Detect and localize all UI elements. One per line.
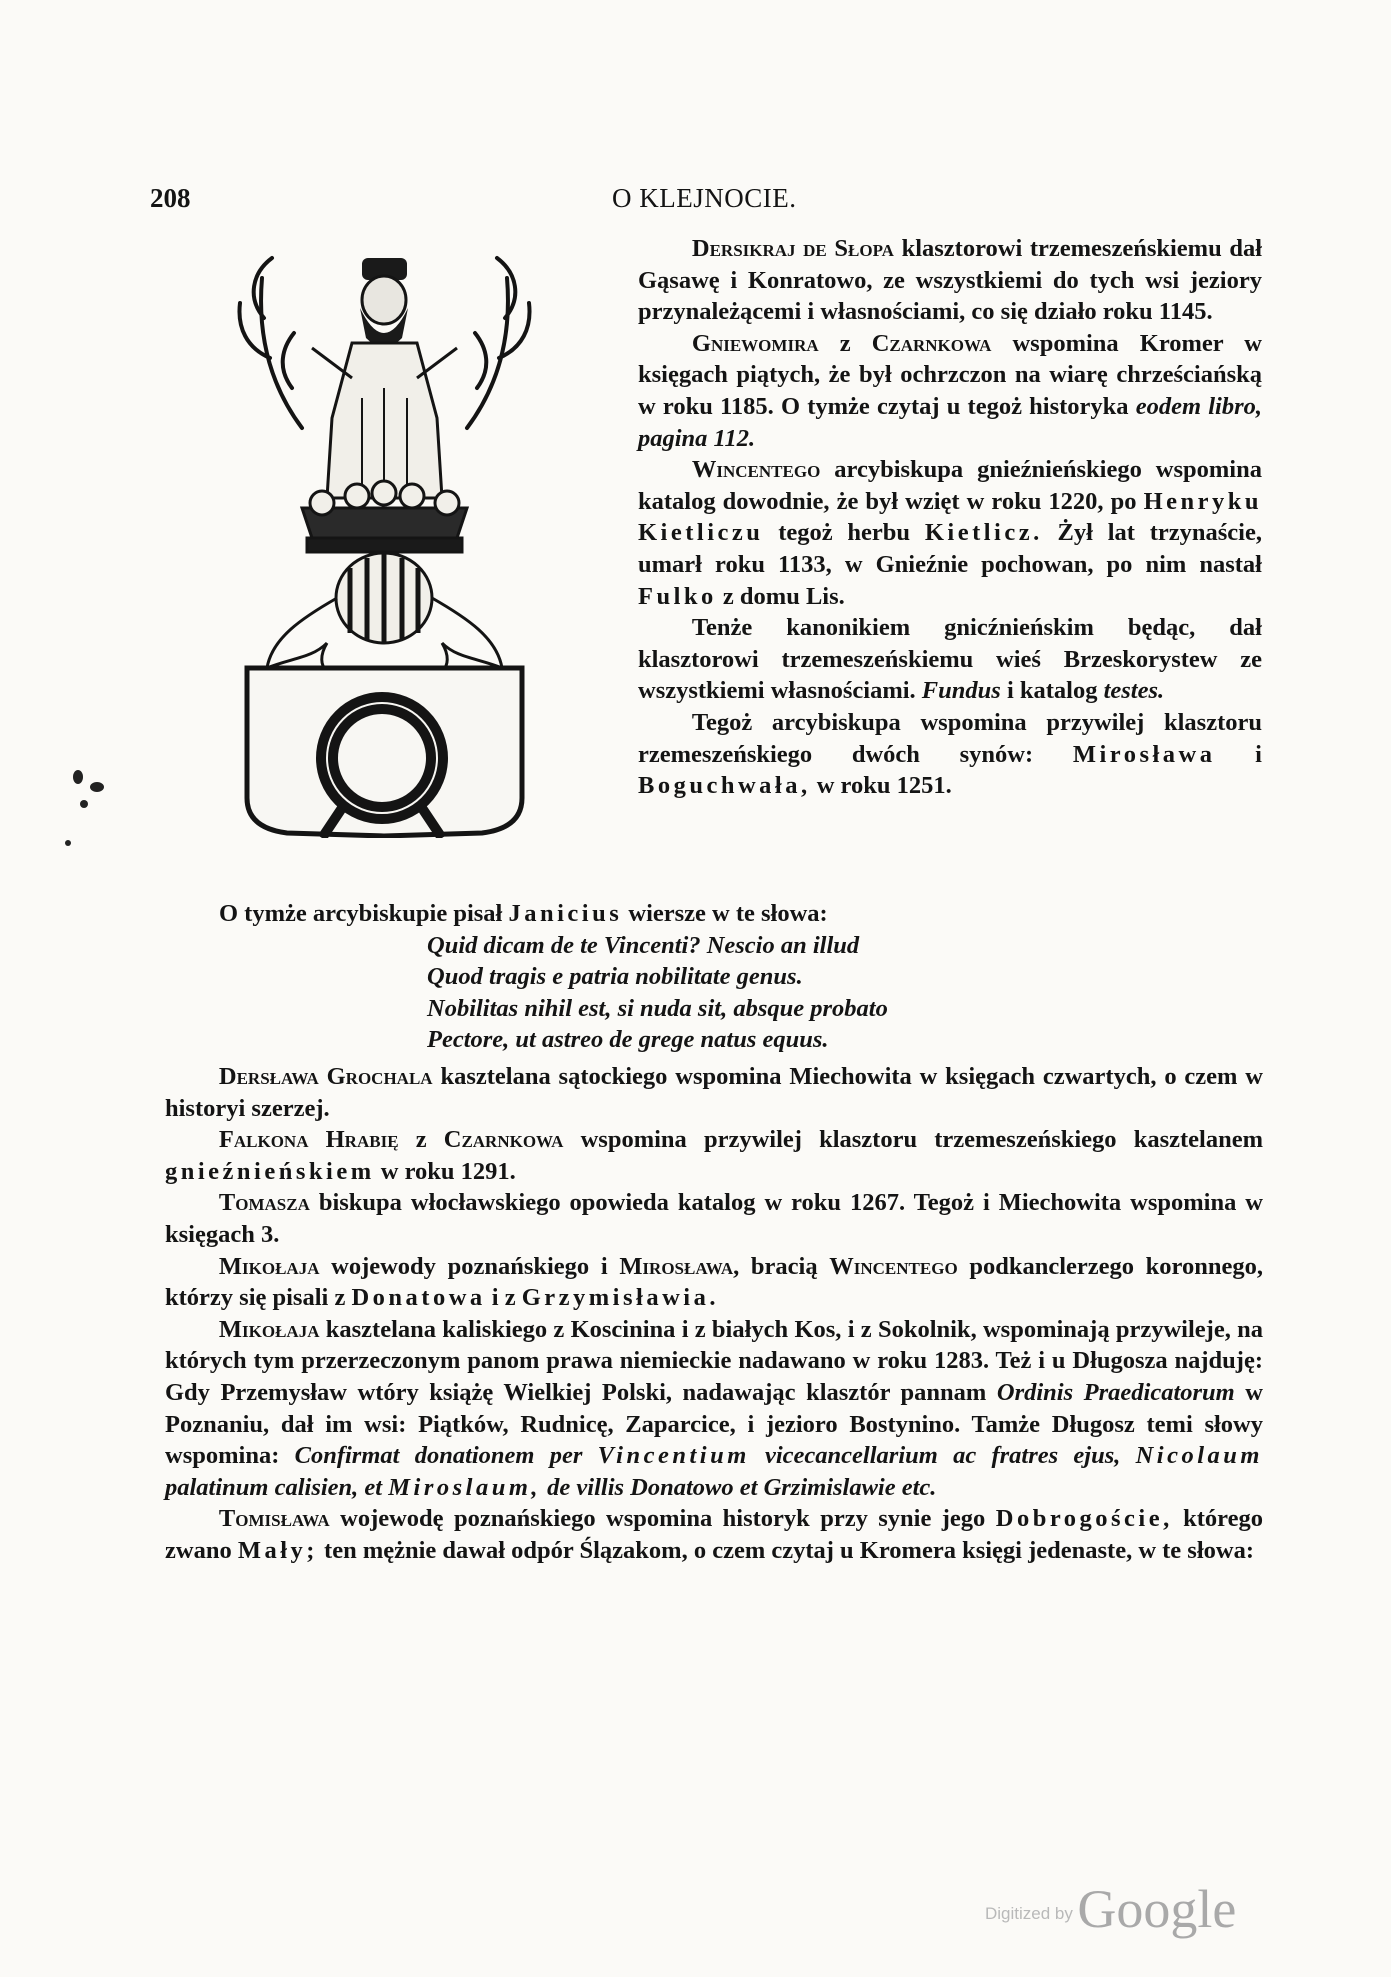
- text-segment: którego zwano: [165, 1505, 1263, 1564]
- text-segment: wojewody poznańskiego i: [319, 1252, 620, 1280]
- text-segment: z domu Lis.: [716, 582, 845, 610]
- paragraph: [638, 612, 1262, 707]
- text-segment: palatinum calisien, et: [165, 1473, 389, 1501]
- text-segment: tegoż herbu: [763, 519, 925, 547]
- poem-line: Quid dicam de te Vincenti? Nescio an illud: [427, 931, 860, 959]
- paragraph: [638, 454, 1262, 612]
- paragraph: [165, 1503, 1263, 1566]
- paragraph: [165, 1124, 1263, 1187]
- text-segment: Tomisława: [218, 1505, 330, 1533]
- scan-speck: [73, 770, 83, 784]
- text-segment: Confirmat donationem per: [294, 1442, 598, 1470]
- text-segment: wiersze w te słowa:: [622, 900, 828, 927]
- text-segment: Dersikraj de Słopa: [691, 235, 894, 262]
- text-segment: Nicolaum: [1135, 1442, 1263, 1470]
- paragraph: [638, 707, 1262, 802]
- text-segment: Falkona Hrabię: [218, 1126, 399, 1154]
- paragraph: [638, 233, 1262, 328]
- text-segment: Mikołaja: [218, 1315, 320, 1343]
- text-segment: Grzymisławia.: [521, 1284, 719, 1312]
- text-segment: wojewodę poznańskiego wspomina historyk przy synie jego: [329, 1505, 996, 1533]
- text-segment: ten mężnie dawał odpór Ślązakom, o czem czytaj u Kromera księgi jedenaste, w te słowa:: [317, 1536, 1254, 1564]
- text-segment: Dersława Grochala: [218, 1063, 433, 1090]
- coat-of-arms-illustration: [232, 238, 537, 838]
- text-segment: w roku 1251.: [810, 772, 952, 800]
- text-segment: kasztelana sątockiego wspomina Miechowita w księgach czwartych, o czem w historyi szerzej.: [165, 1063, 1263, 1122]
- text-segment: Wincentego: [829, 1252, 958, 1280]
- text-segment: wspomina przywilej klasztoru trzemeszeńskiego kasztelanem: [563, 1126, 1264, 1154]
- text-segment: i: [1215, 740, 1262, 768]
- text-segment: Mały;: [237, 1536, 318, 1564]
- text-segment: testes.: [1103, 677, 1165, 705]
- text-segment: w Poznaniu, dał im wsi: Piątków, Rudnicę, Zaparcice, i jezioro Bostynino. Tamże Długosz temi słowy wspomina:: [165, 1378, 1263, 1470]
- paragraph: [165, 1251, 1263, 1314]
- paragraph: [638, 328, 1262, 454]
- text-segment: klasztorowi trzemeszeńskiemu dał Gąsawę i Konratowo, ze wszystkiemi do tych wsi jeziory przynależącemi i własnościami, co się działo roku 1145.: [638, 235, 1263, 326]
- text-segment: wspomina Kromer w księgach piątych, że był ochrzczon na wiarę chrześciańską w roku 1185. O tymże czytaj u tegoż historyka: [638, 329, 1263, 420]
- text-segment: podkanclerzego koronnego, którzy się pisali z: [165, 1252, 1263, 1312]
- watermark-prefix: Digitized by: [985, 1904, 1073, 1923]
- narrow-text-column: [638, 233, 1262, 802]
- running-title: O KLEJNOCIE.: [612, 183, 797, 213]
- poem-line: Nobilitas nihil est, si nuda sit, absque probato: [427, 994, 888, 1022]
- text-segment: eodem libro, pagina 112.: [638, 392, 1262, 452]
- paragraph: [165, 1187, 1263, 1250]
- scan-speck: [65, 840, 71, 846]
- text-segment: w roku 1291.: [374, 1157, 516, 1185]
- page-number: 208: [150, 183, 191, 213]
- text-segment: vicecancellarium ac fratres ejus,: [749, 1442, 1136, 1470]
- text-segment: Donatowa: [351, 1284, 486, 1312]
- text-segment: Henryku Kietliczu: [638, 487, 1262, 547]
- scan-speck: [90, 782, 104, 792]
- text-segment: i z: [485, 1284, 522, 1312]
- text-segment: Czarnkowa: [443, 1126, 564, 1154]
- text-segment: i katalog: [1000, 677, 1104, 705]
- text-segment: biskupa włocławskiego opowieda katalog w roku 1267. Tegoż i Miechowita wspomina w księgach 3.: [165, 1189, 1263, 1248]
- poem-section: [165, 898, 1263, 1056]
- text-segment: Mikołaja: [218, 1252, 320, 1280]
- scan-speck: [80, 800, 88, 808]
- text-segment: Boguchwała,: [638, 772, 811, 800]
- text-segment: Mirosława: [619, 1252, 734, 1280]
- text-segment: z: [818, 329, 872, 357]
- paragraph: [165, 1314, 1263, 1504]
- text-segment: Miroslaum,: [388, 1473, 542, 1501]
- text-segment: Żył lat trzynaście, umarł roku 1133, w Gnieźnie pochowan, po nim nastał: [638, 519, 1262, 578]
- text-segment: arcybiskupa gnieźnieńskiego wspomina katalog dowodnie, że był wzięt w roku 1220, po: [638, 456, 1262, 515]
- text-segment: kasztelana kaliskiego z Koscinina i z białych Kos, i z Sokolnik, wspominają przywileje, na których tym przerzeczonym panom prawa niemieckie nadawano w roku 1283. Też i u Długosza najduję: Gdy Przemysław wtóry książę Wielkiej Polski, nadawając klasztór pannam: [165, 1315, 1263, 1406]
- text-segment: Kietlicz.: [924, 519, 1043, 547]
- full-width-text: [165, 1061, 1263, 1567]
- text-segment: Fundus: [921, 677, 1001, 705]
- text-segment: Fulko: [638, 582, 717, 610]
- poem-line: Quod tragis e patria nobilitate genus.: [427, 963, 803, 991]
- text-segment: Gniewomira: [691, 329, 819, 357]
- text-segment: Mirosława: [1072, 740, 1216, 768]
- text-segment: de villis Donatowo et Grzimislawie etc.: [541, 1473, 937, 1501]
- text-segment: Vincentium: [597, 1442, 750, 1470]
- text-segment: Ordinis Praedicatorum: [996, 1378, 1235, 1406]
- text-segment: , bracią: [733, 1252, 830, 1280]
- text-segment: Czarnkowa: [871, 329, 992, 357]
- text-segment: Wincentego: [691, 456, 821, 484]
- text-segment: Janicius: [508, 900, 623, 927]
- google-logo: Google: [1077, 1879, 1237, 1939]
- poem-line: Pectore, ut astreo de grege natus equus.: [427, 1026, 829, 1054]
- text-segment: O tymże arcybiskupie pisał: [219, 900, 509, 927]
- text-segment: Tegoż arcybiskupa wspomina przywilej klasztoru rzemeszeńskiego dwóch synów:: [638, 708, 1262, 768]
- text-segment: Tenże kanonikiem gnicźnieńskim będąc, dał klasztorowi trzemeszeńskiemu wieś Brzeskorystew ze wszystkiemi własnościami.: [638, 614, 1262, 705]
- paragraph: [165, 1061, 1263, 1124]
- text-segment: Dobrogoście,: [995, 1505, 1173, 1533]
- text-segment: z: [398, 1126, 444, 1154]
- digitized-watermark: [985, 1878, 1236, 1940]
- text-segment: Tomasza: [218, 1189, 310, 1217]
- poem-intro: [219, 898, 1263, 930]
- text-segment: gnieźnieńskiem: [165, 1157, 375, 1185]
